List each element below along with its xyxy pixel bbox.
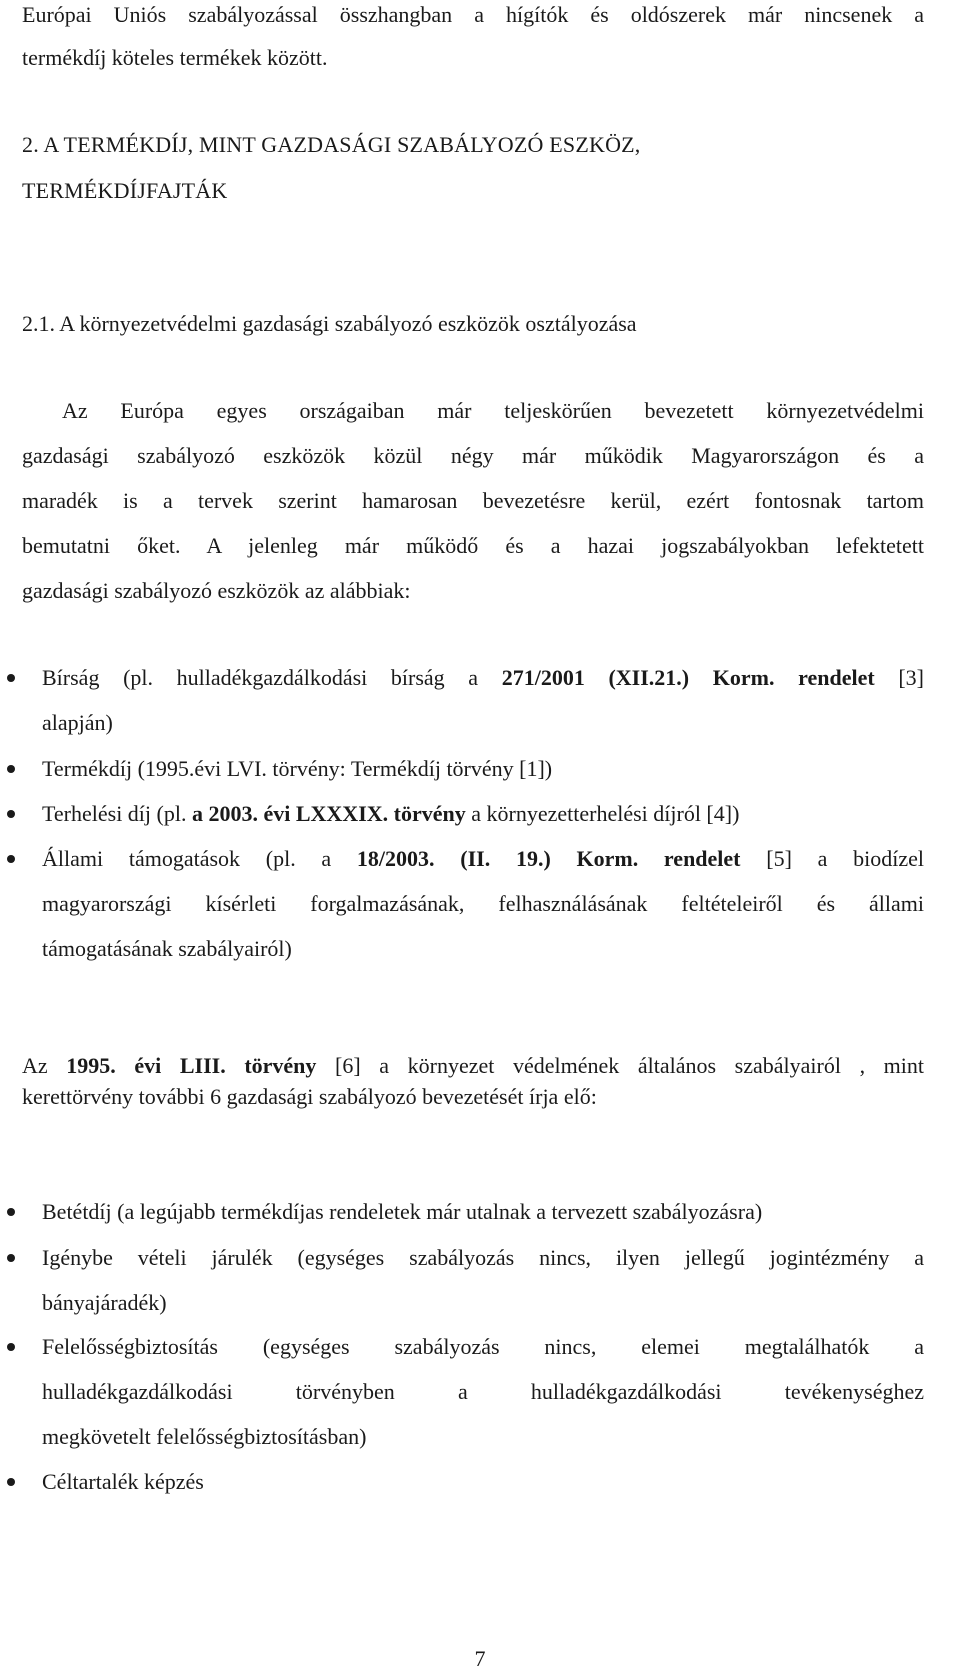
list-item-igenybe-veteli-line-1: Igénybe vételi járulék (egységes szabályozás nincs, ilyen jellegű jogintézmény a	[42, 1245, 924, 1270]
body-paragraph-line-2: gazdasági szabályozó eszközök közül négy már működik Magyarországon és a	[22, 443, 924, 468]
bullet-marker	[7, 765, 15, 773]
list-item-birsag-line-1: Bírság (pl. hulladékgazdálkodási bírság a 271/2001 (XII.21.) Korm. rendelet [3]	[42, 665, 924, 690]
list-item-allami-tamogatasok-line-3: támogatásának szabályairól)	[42, 936, 292, 961]
section-heading-line-1: 2. A TERMÉKDÍJ, MINT GAZDASÁGI SZABÁLYOZÓ ESZKÖZ,	[22, 132, 641, 157]
body-paragraph-line-1: Az Európa egyes országaiban már teljeskörűen bevezetett környezetvédelmi	[62, 398, 924, 423]
list-item-allami-tamogatasok-line-1: Állami támogatások (pl. a 18/2003. (II. 19.) Korm. rendelet [5] a biodízel	[42, 846, 924, 871]
list-item-termekdij: Termékdíj (1995.évi LVI. törvény: Termékdíj törvény [1])	[42, 756, 553, 781]
list-item-birsag-line-2: alapján)	[42, 710, 113, 735]
subsection-heading: 2.1. A környezetvédelmi gazdasági szabályozó eszközök osztályozása	[22, 311, 637, 336]
bullet-marker	[7, 810, 15, 818]
list-item-terhelesi-dij: Terhelési díj (pl. a 2003. évi LXXXIX. törvény a környezetterhelési díjról [4])	[42, 801, 740, 826]
body-paragraph-line-4: bemutatni őket. A jelenleg már működő és a hazai jogszabályokban lefektetett	[22, 533, 924, 558]
body-paragraph-line-3: maradék is a tervek szerint hamarosan bevezetésre kerül, ezért fontosnak tartom	[22, 488, 924, 513]
body-paragraph-line-5: gazdasági szabályozó eszközök az alábbiak:	[22, 578, 411, 603]
list-item-celtartalek: Céltartalék képzés	[42, 1469, 204, 1494]
list-item-felelossegbiztositas-line-2: hulladékgazdálkodási törvényben a hulladékgazdálkodási tevékenységhez	[42, 1379, 924, 1404]
list-item-felelossegbiztositas-line-1: Felelősségbiztosítás (egységes szabályozás nincs, elemei megtalálhatók a	[42, 1334, 924, 1359]
bullet-marker	[7, 855, 15, 863]
paragraph-continuation-line-2: termékdíj köteles termékek között.	[22, 45, 328, 70]
paragraph-continuation-line-1: Európai Uniós szabályozással összhangban a hígítók és oldószerek már nincsenek a	[22, 2, 924, 27]
list-item-allami-tamogatasok-line-2: magyarországi kísérleti forgalmazásának, felhasználásának feltételeiről és állami	[42, 891, 924, 916]
body-paragraph-2-line-2: kerettörvény további 6 gazdasági szabályozó bevezetését írja elő:	[22, 1084, 597, 1109]
section-heading-line-2: TERMÉKDÍJFAJTÁK	[22, 178, 228, 203]
bullet-marker	[7, 1478, 15, 1486]
body-paragraph-2-line-1: Az 1995. évi LIII. törvény [6] a környezet védelmének általános szabályairól , mint	[22, 1053, 925, 1078]
bullet-marker	[7, 1208, 15, 1216]
page-number: 7	[474, 1646, 486, 1671]
list-item-igenybe-veteli-line-2: bányajáradék)	[42, 1290, 167, 1315]
list-item-betetdij: Betétdíj (a legújabb termékdíjas rendeletek már utalnak a tervezett szabályozásra)	[42, 1199, 763, 1224]
bullet-marker	[7, 1343, 15, 1351]
bullet-marker	[7, 1254, 15, 1262]
bullet-marker	[7, 674, 15, 682]
list-item-felelossegbiztositas-line-3: megkövetelt felelősségbiztosításban)	[42, 1424, 367, 1449]
